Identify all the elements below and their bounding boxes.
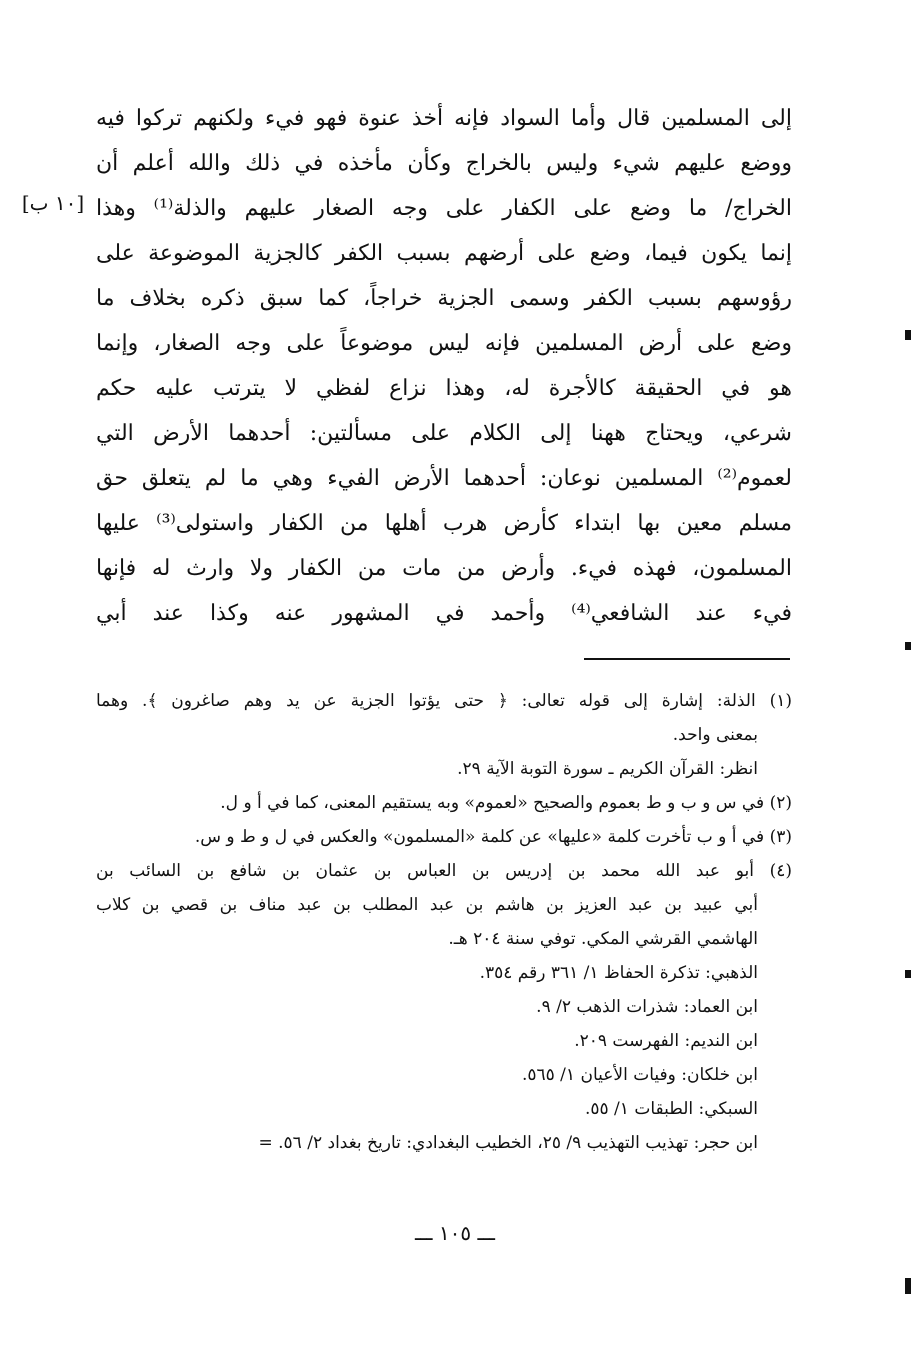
footnotes	[96, 684, 792, 1160]
main-text-line: المسلمون، فهذه فيء. وأرض من مات من الكفار ولا وارث له فإنها	[96, 556, 792, 581]
page-number: ـــ ١٠٥ ـــ	[414, 1221, 496, 1245]
manuscript-folio-marker: [١٠ ب]	[21, 191, 85, 215]
scan-edge-mark	[905, 642, 911, 650]
main-text-line: مسلم معين بها ابتداء كأرض هرب أهلها من الكفار واستولى⁽³⁾ عليها	[96, 511, 792, 536]
main-text-line: إنما يكون فيما، وضع على أرضهم بسبب الكفر كالجزية الموضوعة على	[96, 241, 792, 266]
footnote-line: السبكي: الطبقات ١/ ٥٥.	[584, 1099, 758, 1119]
main-text-line: فيء عند الشافعي⁽⁴⁾ وأحمد في المشهور عنه وكذا عند أبي	[96, 601, 792, 626]
footnote-line: ابن خلكان: وفيات الأعيان ١/ ٥٦٥.	[521, 1065, 758, 1085]
footnote-line: الذهبي: تذكرة الحفاظ ١/ ٣٦١ رقم ٣٥٤.	[479, 963, 758, 983]
main-text	[96, 96, 792, 636]
main-text-line: لعموم⁽²⁾ المسلمين نوعان: أحدهما الأرض الفيء وهي ما لم يتعلق حق	[96, 466, 792, 491]
main-text-line: الخراج/ ما وضع على الكفار على وجه الصغار عليهم والذلة⁽¹⁾ وهذا	[96, 196, 792, 221]
footnote-line: (٢) في س و ب و ط بعموم والصحيح «لعموم» وبه يستقيم المعنى، كما في أ و ل.	[220, 793, 792, 813]
footnote-line: (٤) أبو عبد الله محمد بن إدريس بن العباس بن عثمان بن شافع بن السائب بن	[96, 861, 792, 881]
main-text-line: ووضع عليهم شيء وليس بالخراج وكأن مأخذه في ذلك والله أعلم أن	[96, 151, 792, 176]
scan-edge-mark	[905, 970, 911, 978]
footnote-line: الهاشمي القرشي المكي. توفي سنة ٢٠٤ هـ.	[448, 929, 758, 949]
main-text-line: إلى المسلمين قال وأما السواد فإنه أخذ عنوة فهو فيء ولكنهم تركوا فيه	[96, 106, 792, 131]
scan-edge-mark	[905, 330, 911, 340]
main-text-line: وضع على أرض المسلمين فإنه ليس موضوعاً على وجه الصغار، وإنما	[96, 331, 792, 356]
footnote-line: أبي عبيد بن عبد العزيز بن هاشم بن عبد المطلب بن عبد مناف بن قصي بن كلاب	[96, 895, 758, 915]
main-text-line: هو في الحقيقة كالأجرة له، وهذا نزاع لفظي لا يترتب عليه حكم	[96, 376, 792, 401]
footnote-line: ابن حجر: تهذيب التهذيب ٩/ ٢٥، الخطيب البغدادي: تاريخ بغداد ٢/ ٥٦. =	[258, 1133, 758, 1153]
main-text-line: شرعي، ويحتاج ههنا إلى الكلام على مسألتين: أحدهما الأرض التي	[96, 421, 792, 446]
scan-edge-mark	[905, 1278, 911, 1294]
footnote-line: بمعنى واحد.	[672, 725, 758, 745]
footnote-separator	[584, 658, 790, 660]
footnote-line: (٣) في أ و ب تأخرت كلمة «عليها» عن كلمة «المسلمون» والعكس في ل و ط و س.	[194, 827, 792, 847]
footnote-line: ابن العماد: شذرات الذهب ٢/ ٩.	[536, 997, 758, 1017]
footnote-line: (١) الذلة: إشارة إلى قوله تعالى: ﴿ حتى يؤتوا الجزية عن يد وهم صاغرون ﴾. وهما	[96, 691, 792, 711]
footnote-line: انظر: القرآن الكريم ـ سورة التوبة الآية ٢٩.	[457, 759, 758, 779]
main-text-line: رؤوسهم بسبب الكفر وسمى الجزية خراجاً، كما سبق ذكره بخلاف ما	[96, 286, 792, 311]
footnote-line: ابن النديم: الفهرست ٢٠٩.	[574, 1031, 758, 1051]
